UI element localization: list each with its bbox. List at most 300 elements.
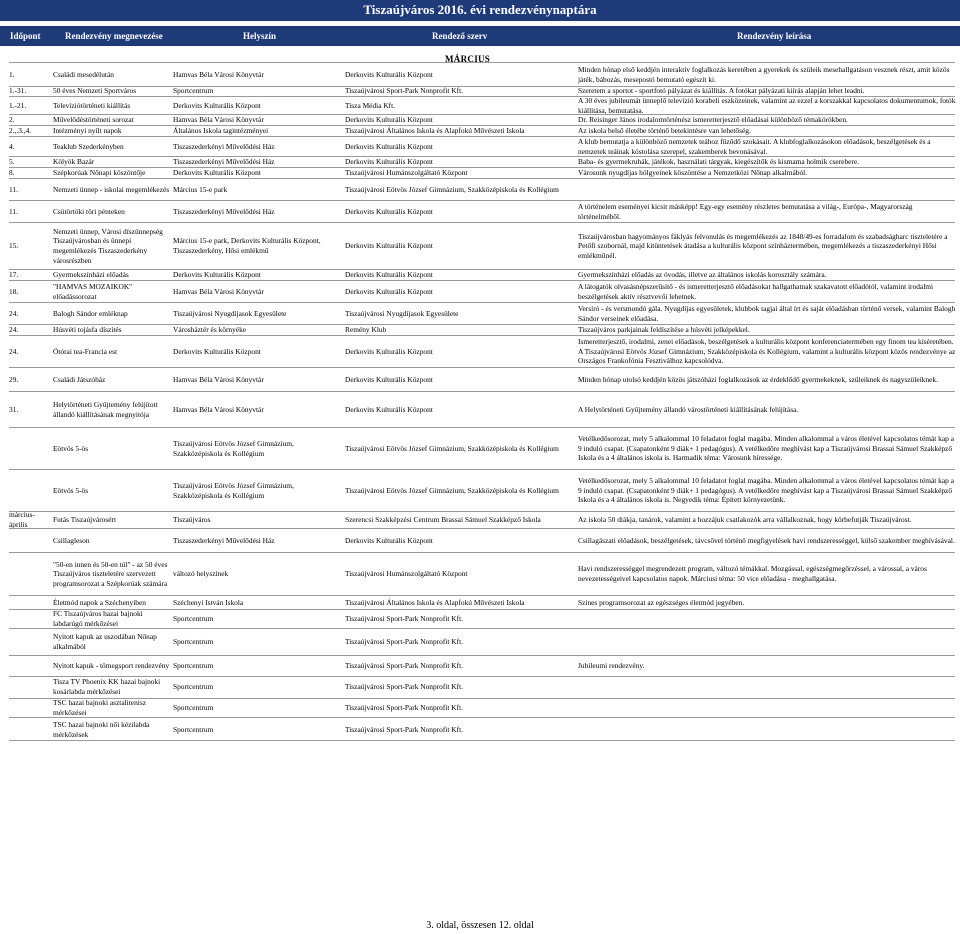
cell-text: Tiszaújvárosi Sport-Park Nonprofit Kft. (345, 614, 463, 624)
cell-text: Ismeretterjesztő, irodalmi, zenei előadások, beszélgetések a kulturális központ konferenciatermében egy finom tea kíséretében. A Tiszaújvárosi Eötvös József Gimnázium, Szakközépiskola és Kollégium, valamint a kulturális központ közös rendezvénye az Országos Frankofónia Fesztiválhoz kapcsolódva. (578, 337, 956, 366)
cell-text: Derkovits Kulturális Központ (173, 270, 261, 280)
cell-text: Derkovits Kulturális Központ (173, 346, 261, 356)
cell-text: A 30 éves jubileumát ünneplő televízió korabeli eszközeinek, valamint az ezzel a korszakkal kapcsolatos dokumentumok, fotók kiállítása, bemutatása. (578, 95, 956, 115)
cell-description (578, 281, 956, 302)
cell-date (9, 303, 51, 324)
cell-text: Remény Klub (345, 325, 387, 335)
cell-text: Derkovits Kulturális Központ (345, 69, 433, 79)
cell-text: Tiszaújvárosi Eötvös József Gimnázium, Szakközépiskola és Kollégium (173, 438, 294, 458)
cell-organizer (345, 270, 577, 280)
cell-date (9, 512, 51, 528)
cell-date (9, 719, 51, 740)
cell-text: 24. (9, 325, 19, 335)
page-title: Tiszaújváros 2016. évi rendezvénynaptára (0, 0, 960, 21)
cell-organizer (345, 137, 577, 156)
cell-location (173, 336, 343, 367)
cell-text: Március 15-e park, Derkovits Kulturális Központ, Tiszaszederkény, Hősi emlékmű (173, 236, 321, 255)
cell-description (578, 629, 956, 655)
cell-date (9, 470, 51, 511)
cell-text: A Helytörténeti Gyűjtemény állandó várostörténeti kiállításának felújítása. (578, 404, 799, 414)
cell-text: "HAMVAS MOZAIKOK" előadássorozat (53, 281, 133, 301)
cell-text: Derkovits Kulturális Központ (345, 374, 433, 384)
cell-name (53, 270, 171, 280)
cell-text: Derkovits Kulturális Központ (345, 535, 433, 545)
cell-location (173, 168, 343, 178)
cell-text: Tiszaújvárosban hagyományos fáklyás felvonulás és megemlékezés az 1848/49-es forradalom és szabadságharc tiszteletére a Petőfi szobornál, majd kitüntetések átadása a kulturális központ színháztermében, megemlékezés a tiszaszederkényi Hősi emlékműnél. (578, 231, 948, 260)
cell-text: Tiszaújvárosi Nyugdíjasok Egyesülete (173, 308, 287, 318)
cell-name (53, 303, 171, 324)
cell-description (578, 63, 956, 86)
cell-text: Tiszaújvárosi Nyugdíjasok Egyesülete (345, 308, 459, 318)
cell-text: Eötvös 5-ös (53, 443, 89, 453)
cell-text: 11. (9, 184, 18, 194)
cell-description (578, 97, 956, 114)
cell-text: Városháztér és környéke (173, 325, 247, 335)
cell-organizer (345, 553, 577, 595)
cell-text: 4. (9, 141, 15, 151)
cell-text: A történelem eseményei kicsit másképp! Egy-egy esemény részletes bemutatása a világ-, Európa-, Magyarország történelméből. (578, 201, 913, 221)
cell-text: Nemzeti ünnep - iskolai megemlékezés (53, 184, 170, 194)
cell-organizer (345, 157, 577, 167)
cell-text: 24. (9, 308, 19, 318)
table-row (0, 270, 960, 280)
cell-text: Derkovits Kulturális Központ (345, 141, 433, 151)
table-row (0, 610, 960, 628)
table-row (0, 428, 960, 469)
cell-name (53, 656, 171, 676)
cell-text: Csillagleson (53, 535, 90, 545)
cell-description (578, 597, 956, 609)
cell-date (9, 336, 51, 367)
cell-text: Tiszaújvárosi Sport-Park Nonprofit Kft. (345, 661, 463, 671)
cell-location (173, 63, 343, 86)
cell-name (53, 179, 171, 200)
cell-text: Sportcentrum (173, 682, 214, 692)
cell-text: Csütörtöki töri pénteken (53, 206, 125, 216)
cell-text: Derkovits Kulturális Központ (345, 404, 433, 414)
cell-date (9, 553, 51, 595)
cell-date (9, 676, 51, 698)
cell-description (578, 179, 956, 200)
cell-name (53, 223, 171, 269)
cell-location (173, 699, 343, 717)
cell-location (173, 137, 343, 156)
cell-location (173, 368, 343, 391)
table-row (0, 97, 960, 114)
cell-location (173, 325, 343, 335)
cell-location (173, 719, 343, 740)
cell-text: Szines programsorozat az egészséges életmód jegyében. (578, 598, 745, 608)
cell-date (9, 179, 51, 200)
cell-name (53, 719, 171, 740)
cell-name (53, 126, 171, 136)
cell-date (9, 126, 51, 136)
cell-organizer (345, 656, 577, 676)
cell-text: Hamvas Béla Városi Könyvtár (173, 69, 264, 79)
cell-organizer (345, 303, 577, 324)
cell-text: Tisza Média Kft. (345, 100, 396, 110)
cell-text: Derkovits Kulturális Központ (345, 115, 433, 125)
cell-name (53, 168, 171, 178)
table-row (0, 137, 960, 156)
cell-date (9, 270, 51, 280)
table-row (0, 168, 960, 178)
cell-text: 1. (9, 69, 15, 79)
table-row (0, 336, 960, 367)
cell-date (9, 325, 51, 335)
cell-date (9, 115, 51, 125)
cell-organizer (345, 428, 577, 469)
cell-text: Sportcentrum (173, 661, 214, 671)
cell-name (53, 699, 171, 717)
cell-text: Húsvéti tojásfa díszítés (53, 325, 122, 335)
cell-date (9, 656, 51, 676)
cell-text: Városunk nyugdíjas hölgyeinek köszöntése a Nemzetközi Nőnap alkalmából. (578, 168, 808, 178)
cell-name (53, 368, 171, 391)
table-row (0, 719, 960, 740)
cell-text: Tiszaújvárosi Sport-Park Nonprofit Kft. (345, 724, 463, 734)
cell-location (173, 179, 343, 200)
cell-text: Az iskola belső életébe történő betekintésre van lehetőség. (578, 126, 751, 136)
cell-description (578, 325, 956, 335)
cell-location (173, 303, 343, 324)
cell-description (578, 529, 956, 552)
cell-description (578, 699, 956, 717)
table-row (0, 656, 960, 676)
cell-organizer (345, 201, 577, 222)
cell-description (578, 223, 956, 269)
cell-text: Havi rendszerességgel megrendezett program, változó témákkal. Mozgással, egészségmegőrzéssel, a várossal, a város nevezetességeivel kapcsolatos napok. Márciusi téma: 50 vice előadása - meghallgatása. (578, 564, 927, 583)
cell-name (53, 392, 171, 427)
cell-location (173, 656, 343, 676)
cell-text: Balogh Sándor emléknap (53, 308, 128, 318)
cell-text: 1.-31. (9, 86, 27, 96)
cell-location (173, 157, 343, 167)
cell-text: 2.,.3.,4. (9, 126, 32, 136)
cell-text: Szépkorúak Nőnapi köszöntője (53, 168, 146, 178)
cell-text: változó helyszínek (173, 569, 229, 579)
cell-text: Tiszaújvárosi Sport-Park Nonprofit Kft. (345, 637, 463, 647)
cell-date (9, 86, 51, 96)
cell-name (53, 629, 171, 655)
cell-text: 5. (9, 157, 15, 167)
cell-location (173, 529, 343, 552)
cell-date (9, 629, 51, 655)
cell-text: Derkovits Kulturális Központ (173, 100, 261, 110)
table-row (0, 553, 960, 595)
cell-location (173, 629, 343, 655)
cell-description (578, 368, 956, 391)
cell-text: Március 15-e park (173, 184, 228, 194)
cell-text: Nyitott kapuk az uszodában Nőnap alkalmából (53, 632, 157, 651)
cell-text: A látogatók olvasásnépszerűsítő - és ismeretterjesztő előadásokat hallgathatnak szakavatott előadótól, valamint irodalmi beszélgetések aktív résztvevői lehetnek. (578, 281, 934, 301)
cell-text: Tiszaújváros parkjainak feldíszítése a húsvéti jelképekkel. (578, 325, 750, 335)
cell-text: Helytörténeti Gyűjtemény felújított állandó kiállításának megnyitója (53, 399, 158, 419)
cell-location (173, 115, 343, 125)
cell-text: Tiszaszederkényi Művelődési Ház (173, 141, 275, 151)
cell-text: Derkovits Kulturális Központ (345, 157, 433, 167)
cell-date (9, 428, 51, 469)
cell-organizer (345, 470, 577, 511)
cell-description (578, 115, 956, 125)
cell-date (9, 223, 51, 269)
row-divider (9, 595, 955, 596)
cell-text: Családi mesedélután (53, 69, 114, 79)
header-location: Helyszín (243, 31, 276, 41)
table-row (0, 63, 960, 86)
cell-organizer (345, 676, 577, 698)
cell-location (173, 97, 343, 114)
cell-text: Derkovits Kulturális Központ (345, 270, 433, 280)
cell-text: Intézményi nyílt napok (53, 126, 122, 136)
cell-date (9, 168, 51, 178)
cell-text: TSC hazai bajnoki asztalitenisz mérkőzései (53, 698, 146, 717)
cell-description (578, 512, 956, 528)
cell-description (578, 676, 956, 698)
cell-description (578, 719, 956, 740)
cell-organizer (345, 115, 577, 125)
cell-text: Futás Tiszaújvárosért (53, 515, 117, 525)
cell-location (173, 597, 343, 609)
cell-text: Hamvas Béla Városi Könyvtár (173, 286, 264, 296)
cell-text: Tiszaújvárosi Eötvös József Gimnázium, Szakközépiskola és Kollégium (345, 184, 559, 194)
cell-text: Baba- és gyermekruhák, játékok, használati tárgyak, kiegészítők és kismama holmik cserebere. (578, 157, 860, 167)
cell-description (578, 157, 956, 167)
cell-text: Eötvös 5-ös (53, 485, 89, 495)
cell-description (578, 336, 956, 367)
cell-description (578, 86, 956, 96)
cell-name (53, 201, 171, 222)
table-row (0, 368, 960, 391)
cell-text: Sportcentrum (173, 614, 214, 624)
cell-description (578, 303, 956, 324)
cell-organizer (345, 325, 577, 335)
cell-date (9, 157, 51, 167)
cell-location (173, 676, 343, 698)
cell-text: Versíró - és versmondó gála. Nyugdíjas egyesületek, klubbok tagjai által írt és saját előadásban történő versek, valamint Balogh Sándor verseinek előadása. (578, 303, 956, 323)
cell-location (173, 553, 343, 595)
cell-text: 18. (9, 286, 19, 296)
row-divider (9, 717, 955, 718)
cell-text: Nyitott kapuk - tömegsport rendezvény (53, 661, 170, 671)
cell-date (9, 597, 51, 609)
cell-name (53, 137, 171, 156)
cell-text: Életmód napok a Széchenyiben (53, 598, 146, 608)
cell-text: Általános Iskola tagintézményei (173, 126, 269, 136)
table-row (0, 629, 960, 655)
table-row (0, 281, 960, 302)
table-row (0, 676, 960, 698)
cell-text: Derkovits Kulturális Központ (173, 168, 261, 178)
cell-text: Tiszaújvárosi Eötvös József Gimnázium, Szakközépiskola és Kollégium (345, 485, 559, 495)
cell-name (53, 97, 171, 114)
header-description: Rendezvény leírása (737, 31, 812, 41)
cell-text: 15. (9, 241, 19, 251)
table-row (0, 201, 960, 222)
cell-text: Derkovits Kulturális Központ (345, 346, 433, 356)
cell-text: Kölyök Bazár (53, 157, 95, 167)
cell-name (53, 610, 171, 628)
cell-organizer (345, 719, 577, 740)
cell-organizer (345, 368, 577, 391)
cell-name (53, 325, 171, 335)
cell-text: Csillagászati előadások, beszélgetések, távcsővel történő megfigyelések havi rendszerességgel, külső szakember meghívásával. (578, 535, 955, 545)
header-date: Időpont (10, 31, 41, 41)
cell-date (9, 63, 51, 86)
cell-text: Szeretem a sportot - sportfotó pályázat és kiállítás. A fotókat pályázati kiírás alapján lehet leadni. (578, 86, 865, 96)
cell-name (53, 115, 171, 125)
cell-text: Sportcentrum (173, 86, 214, 96)
cell-text: 2. (9, 115, 15, 125)
cell-text: Tiszaszederkényi Művelődési Ház (173, 157, 275, 167)
cell-description (578, 270, 956, 280)
cell-organizer (345, 629, 577, 655)
cell-text: Tiszaújvárosi Eötvös József Gimnázium, Szakközépiskola és Kollégium (345, 443, 559, 453)
cell-organizer (345, 597, 577, 609)
cell-organizer (345, 699, 577, 717)
cell-text: Tiszaszederkényi Művelődési Ház (173, 206, 275, 216)
cell-description (578, 126, 956, 136)
cell-location (173, 126, 343, 136)
cell-organizer (345, 392, 577, 427)
cell-text: Minden hónap utolsó keddjén közös játszóházi foglalkozások az érdeklődő gyermekeknek, szüleiknek és nagyszüleiknek. (578, 374, 938, 384)
table-row (0, 529, 960, 552)
cell-text: Sportcentrum (173, 637, 214, 647)
cell-organizer (345, 97, 577, 114)
cell-text: Művelődéstörténeti sorozat (53, 115, 134, 125)
cell-text: Tiszaújvárosi Humánszolgáltató Központ (345, 569, 468, 579)
cell-organizer (345, 610, 577, 628)
cell-description (578, 168, 956, 178)
cell-text: Nemzeti ünnep, Városi díszünnepség Tiszaújvárosban és ünnepi megemlékezés Tiszaszederkény városrészben (53, 226, 163, 265)
cell-name (53, 428, 171, 469)
cell-text: 1.-21. (9, 100, 27, 110)
cell-description (578, 201, 956, 222)
month-heading: MÁRCIUS (445, 54, 491, 64)
cell-name (53, 512, 171, 528)
cell-date (9, 137, 51, 156)
cell-text: Széchenyi István Iskola (173, 598, 244, 608)
cell-name (53, 86, 171, 96)
cell-organizer (345, 179, 577, 200)
cell-date (9, 97, 51, 114)
cell-text: Tiszaújvárosi Sport-Park Nonprofit Kft. (345, 703, 463, 713)
cell-text: Tiszaújvárosi Eötvös József Gimnázium, Szakközépiskola és Kollégium (173, 480, 294, 500)
cell-name (53, 470, 171, 511)
cell-name (53, 597, 171, 609)
cell-text: Hamvas Béla Városi Könyvtár (173, 115, 264, 125)
table-row (0, 126, 960, 136)
cell-text: Televíziótörténeti kiállítás (53, 100, 131, 110)
cell-name (53, 676, 171, 698)
cell-text: 31. (9, 404, 19, 414)
cell-text: FC Tiszaújváros hazai bajnoki labdarúgó mérkőzései (53, 609, 143, 628)
cell-text: Tisza TV Phoenix KK hazai bajnoki kosárlabda mérkőzései (53, 677, 161, 696)
cell-text: 11. (9, 206, 18, 216)
cell-text: Sportcentrum (173, 724, 214, 734)
cell-text: "50-en innen és 50-en túl" - az 50 éves Tiszaújváros tiszteletére szervezett programsorozat a Szépkorúak számára (53, 559, 168, 588)
cell-text: Tiszaújváros (173, 515, 211, 525)
cell-name (53, 157, 171, 167)
cell-text: Dr. Reisinger János irodalomtörténész ismeretterjesztő előadásai különböző témakörökben. (578, 115, 848, 125)
cell-organizer (345, 86, 577, 96)
cell-text: TSC hazai bajnoki női kézilabda mérkőzések (53, 719, 150, 739)
cell-location (173, 201, 343, 222)
cell-text: Tiszaújvárosi Általános Iskola és Alapfokú Művészeti Iskola (345, 126, 525, 136)
cell-organizer (345, 529, 577, 552)
cell-text: március-április (9, 510, 35, 529)
cell-organizer (345, 223, 577, 269)
cell-date (9, 699, 51, 717)
cell-text: Az iskola 50 diákja, tanárok, valamint a hozzájuk csatlakozók arra vállalkoznak, hogy körbefutják Tiszaújvárost. (578, 515, 912, 525)
cell-location (173, 281, 343, 302)
table-row (0, 325, 960, 335)
table-row (0, 86, 960, 96)
cell-description (578, 428, 956, 469)
cell-text: Derkovits Kulturális Központ (345, 286, 433, 296)
header-organizer: Rendező szerv (432, 31, 488, 41)
table-row (0, 115, 960, 125)
table-row (0, 179, 960, 200)
cell-location (173, 223, 343, 269)
cell-organizer (345, 63, 577, 86)
table-row (0, 223, 960, 269)
header-name: Rendezvény megnevezése (65, 31, 163, 41)
cell-date (9, 368, 51, 391)
cell-text: 29. (9, 374, 19, 384)
cell-date (9, 281, 51, 302)
cell-description (578, 137, 956, 156)
table-row (0, 157, 960, 167)
cell-description (578, 610, 956, 628)
cell-text: Hamvas Béla Városi Könyvtár (173, 374, 264, 384)
cell-text: 8. (9, 168, 15, 178)
cell-name (53, 553, 171, 595)
cell-text: Családi Játszóház (53, 374, 106, 384)
cell-organizer (345, 126, 577, 136)
cell-description (578, 656, 956, 676)
table-row (0, 597, 960, 609)
cell-text: 17. (9, 270, 19, 280)
cell-text: Vetélkedősorozat, mely 5 alkalommal 10 feladatot foglal magába. Minden alkalommal a város életével kapcsolatos témát kap a 9 induló csapat. (Csapatonként 9 diák+ 1 pedagógus). A vetélkedőre meghívást kap a Tiszaújvárosi Brassai Sámuel Szakképző Iskola és a 4 általános iskola is. Harmadik téma: Városunk híressége. (578, 434, 954, 463)
cell-text: Derkovits Kulturális Központ (345, 206, 433, 216)
cell-text: Minden hónap első keddjén interaktív foglalkozás keretében a gyerekek és szüleik mesehallgatáson vesznek részt, amit közös játék, bábozás, mesepostó bemutató egészít ki. (578, 64, 950, 84)
cell-text: Teaklub Szederkényben (53, 141, 124, 151)
cell-name (53, 63, 171, 86)
row-divider (9, 740, 955, 741)
cell-description (578, 553, 956, 595)
cell-location (173, 270, 343, 280)
table-row (0, 470, 960, 511)
cell-location (173, 86, 343, 96)
cell-name (53, 336, 171, 367)
page-footer: 3. oldal, összesen 12. oldal (426, 920, 534, 931)
cell-organizer (345, 281, 577, 302)
table-row (0, 392, 960, 427)
cell-organizer (345, 336, 577, 367)
cell-text: Tiszaújvárosi Humánszolgáltató Központ (345, 168, 468, 178)
cell-name (53, 529, 171, 552)
cell-text: Vetélkedősorozat, mely 5 alkalommal 10 feladatot foglal magába. Minden alkalommal a város életével kapcsolatos témát kap a 9 induló csapat. (Csapatonként 9 diák+ 1 pedagógus). A vetélkedőre meghívást kap a Tiszaújvárosi Brassai Sámuel Szakképző Iskola és a 4 általános iskola is. Negyedik téma: Épített környezetünk. (578, 476, 954, 505)
cell-location (173, 512, 343, 528)
cell-text: Tiszaújvárosi Sport-Park Nonprofit Kft. (345, 86, 463, 96)
cell-location (173, 610, 343, 628)
cell-text: 50 éves Nemzeti Sportváros (53, 86, 137, 96)
cell-description (578, 470, 956, 511)
cell-organizer (345, 512, 577, 528)
cell-text: Gyermekszínházi előadás (53, 270, 129, 280)
table-row (0, 303, 960, 324)
